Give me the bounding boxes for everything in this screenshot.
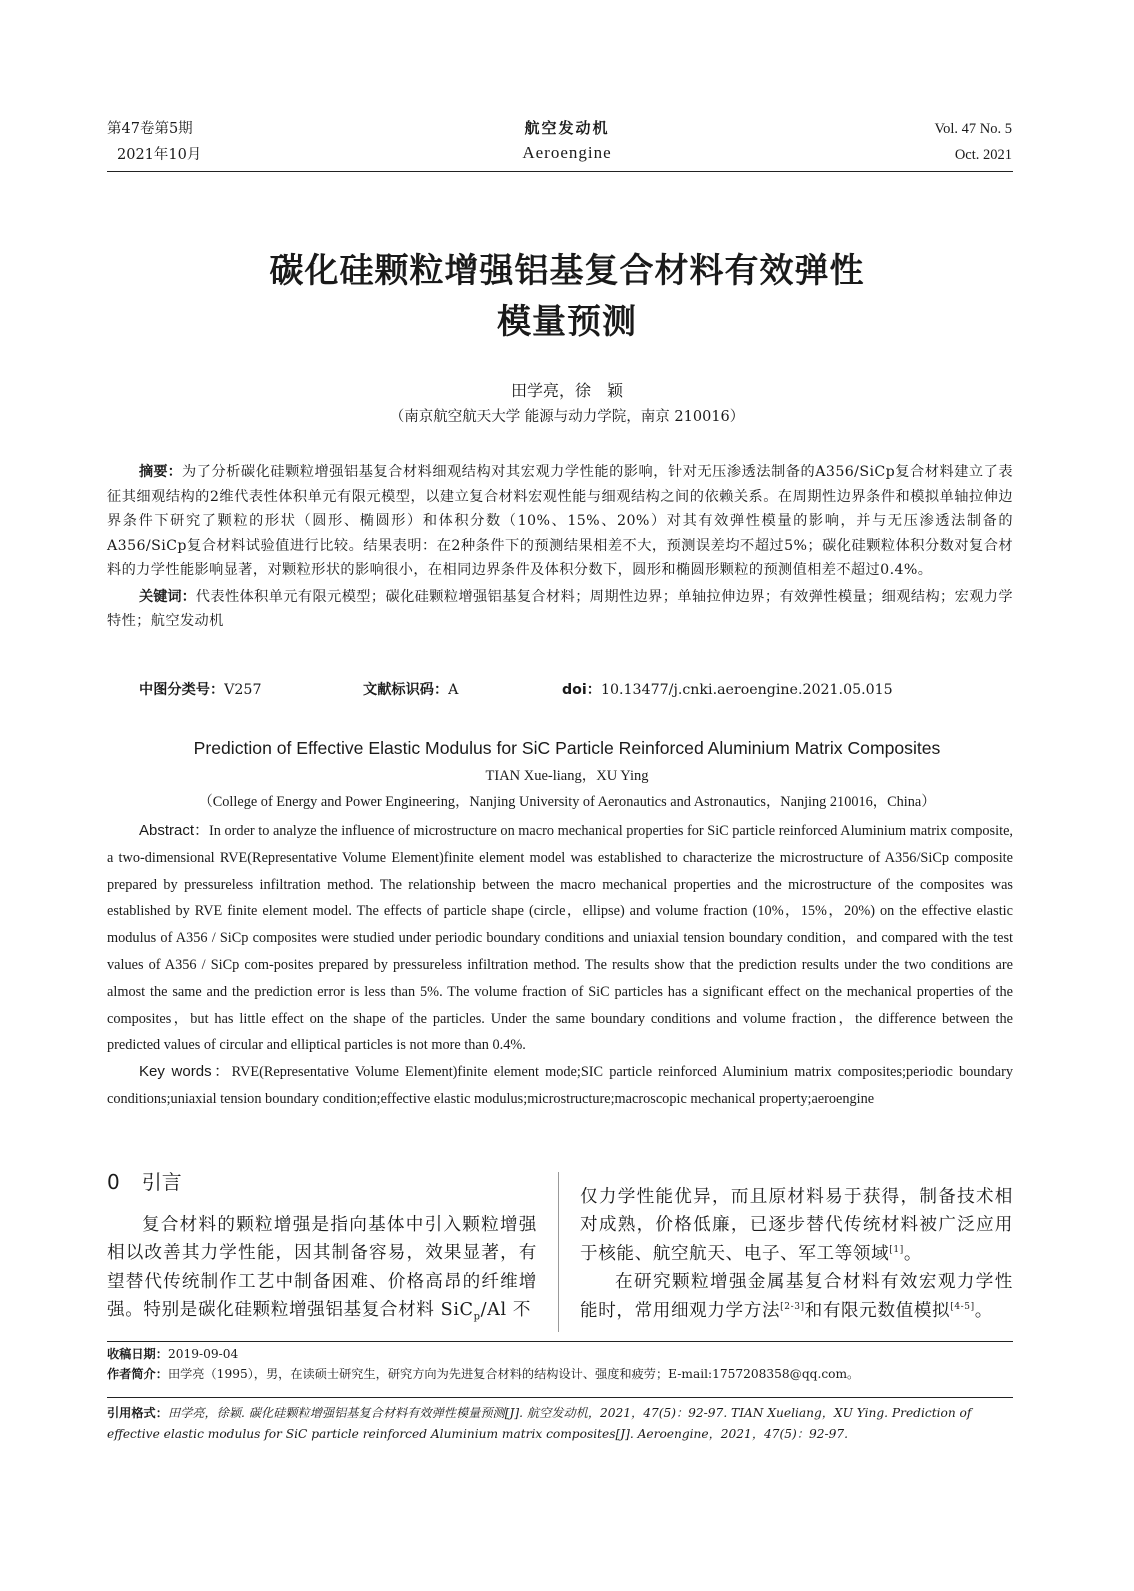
section-heading: [107, 1168, 182, 1196]
paper-title-cn-line2: 模量预测: [497, 302, 637, 342]
section-number: 0: [107, 1170, 120, 1194]
volume-issue-en: Vol. 47 No. 5: [934, 121, 1012, 137]
paper-title-cn-line1: 碳化硅颗粒增强铝基复合材料有效弹性: [269, 251, 865, 291]
doi: doi：10.13477/j.cnki.aeroengine.2021.05.015: [562, 682, 893, 698]
journal-name-en: Aeroengine: [522, 143, 612, 162]
paper-title-en: Prediction of Effective Elastic Modulus for SiC Particle Reinforced Aluminium Matrix Composites: [193, 738, 941, 758]
body-right-paragraph1: 仅力学性能优异，而且原材料易于获得，制备技术相对成熟，价格低廉，已逐步替代传统材料被广泛应用于核能、航空航天、电子、军工等领域: [580, 1187, 1013, 1264]
column-divider: [558, 1172, 559, 1332]
keywords-en-text: RVE(Representative Volume Element)finite element mode;SIC particle reinforced Aluminium matrix composites;periodic boundary conditions;uniaxial tension boundary condition;effective elastic modulus;microstructure;macroscopic mechanical property;aeroengine: [107, 1064, 1013, 1107]
affiliation-en: （College of Energy and Power Engineering，Nanjing University of Aeronautics and Astronautics，Nanjing 210016，China）: [198, 794, 936, 810]
date-en: Oct. 2021: [954, 147, 1012, 163]
footnote-rule: [107, 1341, 1013, 1342]
citation-format: 引用格式：田学亮，徐颖. 碳化硅颗粒增强铝基复合材料有效弹性模量预测[J]. 航空发动机，2021，47(5)：92-97. TIAN Xueliang，XU Ying. Prediction of effective elastic modulus for SiC particle reinforced Aluminium matrix composites[J]. Aeroengine，2021，47(5)：92-97.: [107, 1406, 972, 1441]
authors-en: TIAN Xue-liang，XU Ying: [485, 768, 649, 784]
date-cn: 2021年10月: [117, 147, 202, 163]
section-title: 引言: [141, 1170, 182, 1194]
header-rule: [107, 171, 1013, 172]
volume-issue-cn: 第47卷第5期: [107, 121, 193, 137]
body-left-paragraph: 复合材料的颗粒增强是指向基体中引入颗粒增强相以改善其力学性能，因其制备容易，效果显著，有望替代传统制作工艺中制备困难、价格高昂的纤维增强。特别是碳化硅颗粒增强铝基复合材料 SiC: [107, 1215, 537, 1321]
abstract-cn: [107, 460, 1013, 634]
abstract-en-label: Abstract：: [139, 822, 210, 839]
citation-rule: [107, 1397, 1013, 1398]
abstract-cn-text: 为了分析碳化硅颗粒增强铝基复合材料细观结构对其宏观力学性能的影响，针对无压渗透法制备的A356/SiCp复合材料建立了表征其细观结构的2维代表性体积单元有限元模型，以建立复合材料宏观性能与细观结构之间的依赖关系。在周期性边界条件和模拟单轴拉伸边界条件下研究了颗粒的形状（圆形、椭圆形）和体积分数（10%、15%、20%）对其有效弹性模量的影响，并与无压渗透法制备的A356/SiCp复合材料试验值进行比较。结果表明：在2种条件下的预测结果相差不大，预测误差均不超过5%；碳化硅颗粒体积分数对复合材料的力学性能影响显著，对颗粒形状的影响很小，在相同边界条件及体积分数下，圆形和椭圆形颗粒的预测值相差不超过0.4%。: [107, 464, 1013, 578]
keywords-cn-label: 关键词：: [139, 588, 196, 605]
keywords-cn-text: 代表性体积单元有限元模型；碳化硅颗粒增强铝基复合材料；周期性边界；单轴拉伸边界；有效弹性模量；细观结构；宏观力学特性；航空发动机: [107, 588, 1013, 629]
body-column-right: 仅力学性能优异，而且原材料易于获得，制备技术相对成熟，价格低廉，已逐步替代传统材料被广泛应用于核能、航空航天、电子、军工等领域[1]。 在研究颗粒增强金属基复合材料有效宏观力学性能时，常用细观力学方法[2-3]和有限元数值模拟[4-5]。: [580, 1187, 1013, 1321]
body-column-left: 复合材料的颗粒增强是指向基体中引入颗粒增强相以改善其力学性能，因其制备容易，效果显著，有望替代传统制作工艺中制备困难、价格高昂的纤维增强。特别是碳化硅颗粒增强铝基复合材料 SiC$_p$/Al 不: [107, 1215, 537, 1323]
body-right-paragraph2: 在研究颗粒增强金属基复合材料有效宏观力学性能时，常用细观力学方法: [580, 1272, 1013, 1321]
abstract-en-text: In order to analyze the influence of microstructure on macro mechanical properties for SiC particle reinforced Aluminium matrix composite, a two-dimensional RVE(Representative Volume Element)finite element model was established to characterize the microstructure of A356/SiCp composite prepared by pressureless infiltration method. The relationship between the macro mechanical properties and the microstructure of the composites was established by RVE finite element model. The effects of particle shape (circle，ellipse) and volume fraction (10%，15%，20%) on the effective elastic modulus of A356 / SiCp composites were studied under periodic boundary conditions and uniaxial tension boundary condition，and compared with the test values of A356 / SiCp com-posites prepared by pressureless infiltration method. The results show that the prediction results under the two conditions are almost the same and the prediction error is less than 5%. The volume fraction of SiC particles has a significant effect on the mechanical properties of the composites，but has little effect on the shape of the particles. Under the same boundary conditions and volume fraction，the difference between the predicted values of circular and elliptical particles is not more than 0.4%.: [107, 823, 1013, 1054]
abstract-cn-label: 摘要：: [139, 464, 182, 480]
journal-name-cn: 航空发动机: [524, 119, 610, 137]
abstract-en: [107, 818, 1013, 1113]
received-date: 收稿日期：2019-09-04: [107, 1347, 239, 1361]
clc-number: 中图分类号：V257: [139, 682, 262, 698]
document-code: 文献标识码：A: [363, 682, 459, 698]
keywords-en-label: Key words：: [139, 1063, 232, 1081]
author-bio: 作者简介：田学亮（1995），男，在读硕士研究生，研究方向为先进复合材料的结构设计、强度和疲劳；E-mail:1757208358@qq.com。: [107, 1367, 860, 1381]
affiliation-cn: （南京航空航天大学 能源与动力学院，南京 210016）: [389, 409, 745, 425]
authors-cn: 田学亮，徐 颖: [510, 381, 623, 400]
